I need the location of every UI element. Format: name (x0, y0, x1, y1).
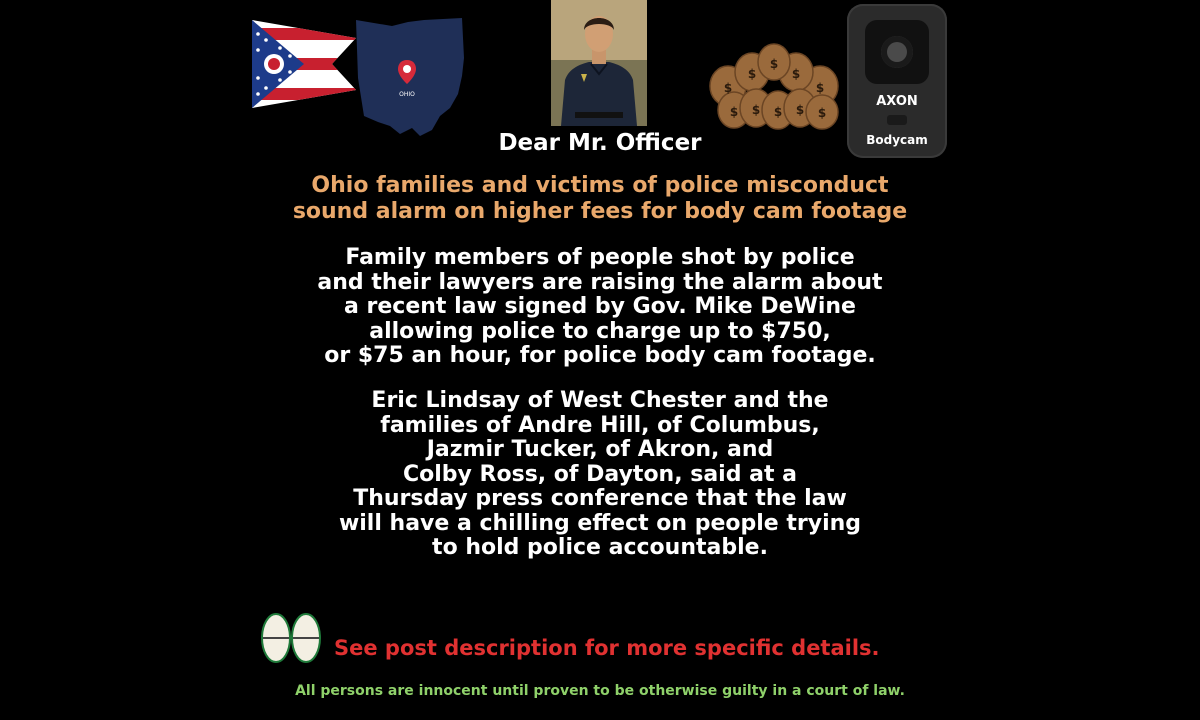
ohio-map-label: OHIO (399, 91, 415, 98)
svg-text:$: $ (747, 67, 757, 81)
paragraph-1-line: a recent law signed by Gov. Mike DeWine (344, 294, 856, 319)
paragraph-2-line: Eric Lindsay of West Chester and the (371, 388, 829, 413)
paragraph-2-line: will have a chilling effect on people trying (338, 510, 862, 536)
ohio-flag-icon (252, 20, 356, 108)
police-officer-photo (551, 0, 647, 126)
paragraph-1-line: or $75 an hour, for police body cam footage. (324, 343, 876, 368)
headline (200, 173, 1000, 225)
paragraph-2-line: Colby Ross, of Dayton, said at a (403, 461, 797, 487)
see-more-note: See post description for more specific details. (334, 636, 880, 660)
paragraph-2-line: Thursday press conference that the law (353, 486, 847, 511)
bodycam-button (887, 115, 907, 125)
bodycam-brand: AXON (876, 94, 918, 109)
money-bags-icon (708, 40, 842, 132)
paragraph-1 (200, 246, 1000, 369)
bodycam-lens (881, 36, 913, 68)
svg-text:$: $ (723, 81, 733, 95)
svg-text:$: $ (815, 81, 825, 95)
headline-line: Ohio families and victims of police misconduct (311, 173, 889, 198)
greeting: Dear Mr. Officer (498, 130, 702, 156)
paragraph-2-line: to hold police accountable. (432, 535, 768, 560)
disclaimer: All persons are innocent until proven to be otherwise guilty in a court of law. (295, 683, 905, 699)
paragraph-1-line: Family members of people shot by police (345, 245, 855, 270)
svg-text:$: $ (729, 105, 739, 119)
bodycam-label: Bodycam (866, 133, 928, 147)
paragraph-1-line: allowing police to charge up to $750, (369, 318, 831, 344)
svg-text:$: $ (817, 106, 827, 120)
svg-text:$: $ (773, 105, 783, 119)
ohio-map-icon (354, 18, 466, 140)
svg-text:$: $ (795, 103, 805, 117)
paragraph-2-line: families of Andre Hill, of Columbus, (380, 412, 820, 438)
paragraph-1-line: and their lawyers are raising the alarm about (317, 269, 883, 295)
eyes-icon (260, 612, 322, 664)
svg-text:$: $ (751, 103, 761, 117)
paragraph-2-line: Jazmir Tucker, of Akron, and (426, 437, 774, 462)
bodycam-lens-housing (865, 20, 929, 84)
svg-text:$: $ (769, 57, 779, 71)
headline-line: sound alarm on higher fees for body cam footage (292, 199, 908, 224)
paragraph-2 (200, 389, 1000, 561)
svg-text:$: $ (791, 67, 801, 81)
